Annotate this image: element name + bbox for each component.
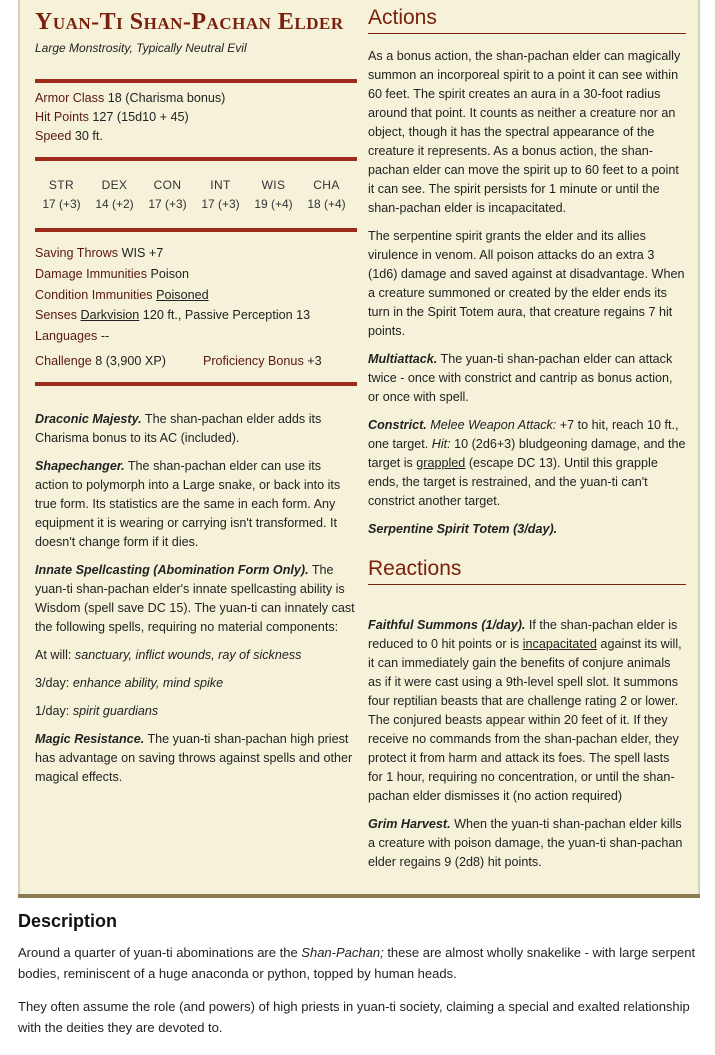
proficiency-label: Proficiency Bonus: [202, 353, 304, 368]
grappled-link[interactable]: grappled: [416, 456, 466, 470]
hit-label: Hit:: [431, 437, 451, 451]
ability-value: 17 (+3): [201, 197, 240, 211]
action-summon-spirit: As a bonus action, the shan-pachan elder can magically summon an incorporeal spirit to a point it can see within 60 feet. The spirit creates an aura in a 30-foot radius around that point. It counts as neither a creature nor an object, though it has the spectral appearance of the creature it represents. As a bonus action, the shan-pachan elder can move the spirit up to 60 feet to a point it can see. The spirit persists for 1 minute or until the shan-pachan elder is incapacitated.: [368, 49, 681, 215]
trait-text: The yuan-ti shan-pachan high priest has advantage on saving throws against spells and other magical effects.: [35, 731, 353, 784]
divider: [35, 382, 357, 386]
senses-label: Senses: [35, 308, 78, 323]
action-spirit-totem: [368, 520, 686, 539]
action-name: Serpentine Spirit Totem (3/day).: [368, 522, 558, 536]
trait-name: Draconic Majesty.: [35, 411, 142, 426]
divider: [35, 79, 357, 83]
ability-value: 14 (+2): [95, 197, 134, 211]
ability-name: CHA: [313, 178, 340, 192]
stat-block-right-column: [368, 0, 686, 881]
divider: [35, 228, 357, 232]
armor-class: [35, 89, 357, 108]
description-text: Around a quarter of yuan-ti abominations are the: [18, 945, 302, 960]
reaction-text: If the shan-pachan elder is reduced to 0 hit points or is: [368, 618, 678, 651]
trait-name: Magic Resistance.: [35, 731, 145, 746]
action-multiattack: [368, 350, 686, 407]
action-text: +7 to hit, reach 10 ft., one target.: [368, 418, 679, 451]
hit-points-label: Hit Points: [35, 110, 89, 124]
languages-label: Languages: [35, 329, 98, 344]
spell-list: spirit guardians: [72, 703, 159, 718]
spells-3-per-day: [35, 674, 357, 693]
hit-points-value: 127 (15d10 + 45): [92, 110, 189, 124]
languages: [35, 326, 357, 347]
spells-at-will: [35, 646, 357, 665]
incapacitated-link[interactable]: incapacitated: [522, 637, 597, 651]
damage-immunities-value: Poison: [150, 266, 190, 281]
spell-freq: 3/day:: [35, 675, 73, 690]
proficiency-value: +3: [307, 353, 322, 368]
ability-value: 19 (+4): [254, 197, 293, 211]
ability-dex: [88, 176, 141, 214]
description-emphasis: Shan-Pachan;: [301, 945, 384, 960]
description-heading: Description: [18, 911, 118, 931]
ability-name: STR: [48, 178, 75, 192]
trait-magic-resistance: [35, 730, 357, 787]
ability-cha: [300, 176, 353, 214]
trait-text: The shan-pachan elder can use its action to polymorph into a Large snake, or back into its true form. Its statistics are the same in each form. Any equipment it is wearing or carrying isn't transformed. It doesn't change form if it dies.: [35, 458, 341, 549]
armor-class-label: Armor Class: [35, 91, 105, 105]
trait-text: The yuan-ti shan-pachan elder's innate spellcasting ability is Wisdom (spell save DC 15). The yuan-ti can innately cast the following spells, requiring no material components:: [35, 562, 355, 634]
languages-value: --: [100, 329, 110, 344]
ability-str: [35, 176, 88, 214]
condition-immunities-label: Condition Immunities: [35, 287, 153, 302]
stat-block: [18, 0, 700, 898]
divider: [35, 157, 357, 161]
reaction-name: Faithful Summons (1/day).: [368, 618, 526, 632]
action-serpentine-spirit: The serpentine spirit grants the elder and its allies virulence in venom. All poison attacks do an extra 3 (1d6) damage and saved against at disadvantage. When a creature summoned or created by the elder ends its turn in the Spirit Totem aura, that creature regains 7 hit points.: [368, 229, 685, 338]
action-text: (escape DC 13). Until this grapple ends, the target is restrained, and the yuan-ti can't constrict another target.: [368, 456, 658, 508]
darkvision-link[interactable]: Darkvision: [80, 308, 140, 323]
action-text: 10 (2d6+3) bludgeoning damage, and the target is: [368, 437, 686, 470]
reaction-grim-harvest: [368, 815, 686, 872]
ability-name: WIS: [261, 178, 286, 192]
creature-type: Large Monstrosity, Typically Neutral Evil: [35, 41, 247, 55]
spell-freq: At will:: [35, 647, 75, 662]
action-name: Multiattack.: [368, 352, 438, 366]
creature-name: Yuan-Ti Shan-Pachan Elder: [35, 9, 344, 35]
ability-con: [141, 176, 194, 214]
challenge-label: Challenge: [35, 353, 92, 368]
action-name: Constrict.: [368, 418, 427, 432]
description-paragraph: [18, 942, 700, 984]
ability-name: CON: [153, 178, 182, 192]
reaction-text: against its will, it can immediately gain the benefits of conjure animals as if it were cast using a 9th-level spell slot. It summons four reptilian beasts that are challenge rating 2 or lower. The conjured beasts appear within 20 feet of it. If they receive no commands from the shan-pachan elder, they protect it from harm and attack its foes. The spell lasts for 1 hour, requiring no concentration, or until the shan-pachan elder dismisses it (no action required): [368, 637, 682, 803]
ability-int: [194, 176, 247, 214]
saving-throws: [35, 243, 357, 264]
speed: [35, 127, 357, 146]
reaction-text: When the yuan-ti shan-pachan elder kills a creature with poison damage, the yuan-ti shan-pachan elder regains 9 (2d8) hit points.: [368, 817, 683, 869]
spell-list: sanctuary, inflict wounds, ray of sickness: [74, 647, 302, 662]
trait-draconic-majesty: [35, 410, 357, 448]
trait-shapechanger: [35, 457, 357, 552]
description-section: [18, 905, 700, 1050]
ability-value: 17 (+3): [42, 197, 81, 211]
damage-immunities-label: Damage Immunities: [35, 266, 147, 281]
challenge-row: [35, 351, 357, 372]
senses: [35, 305, 357, 326]
action-constrict: [368, 416, 686, 511]
trait-text: The shan-pachan elder adds its Charisma bonus to its AC (included).: [35, 411, 322, 445]
trait-innate-spellcasting: [35, 561, 357, 637]
condition-immunities: [35, 285, 357, 306]
description-paragraph: They often assume the role (and powers) of high priests in yuan-ti society, claiming a special and exalted relationship with the deities they are devoted to.: [18, 999, 690, 1035]
traits: [35, 410, 357, 787]
basic-stats: [35, 89, 357, 146]
trait-name: Shapechanger.: [35, 458, 125, 473]
attack-type: Melee Weapon Attack:: [426, 418, 557, 432]
spells-1-per-day: [35, 702, 357, 721]
poisoned-link[interactable]: Poisoned: [156, 287, 209, 302]
speed-label: Speed: [35, 129, 72, 143]
reaction-faithful-summons: [368, 616, 686, 806]
ability-name: DEX: [101, 178, 128, 192]
actions: [368, 47, 686, 539]
saving-throws-value: WIS +7: [121, 246, 164, 260]
hit-points: [35, 108, 357, 127]
speed-value: 30 ft.: [74, 129, 103, 143]
spell-freq: 1/day:: [35, 703, 73, 718]
damage-immunities: [35, 264, 357, 285]
actions-heading: Actions: [368, 4, 686, 34]
ability-value: 18 (+4): [307, 197, 346, 211]
ability-value: 17 (+3): [148, 197, 187, 211]
description-text: these are almost wholly snakelike - with large serpent bodies, reminiscent of a huge anaconda or python, topped by human heads.: [18, 945, 696, 981]
ability-wis: [247, 176, 300, 214]
action-text: The yuan-ti shan-pachan elder can attack twice - once with constrict and cantrip as bonus action, or once with spell.: [368, 352, 673, 404]
stat-block-left-column: [35, 0, 357, 796]
secondary-stats: [35, 243, 357, 372]
saving-throws-label: Saving Throws: [35, 246, 119, 260]
ability-scores: [35, 176, 357, 214]
senses-value: 120 ft., Passive Perception 13: [139, 308, 311, 323]
reaction-name: Grim Harvest.: [368, 817, 451, 831]
challenge-value: 8 (3,900 XP): [95, 353, 166, 368]
reactions: [368, 616, 686, 872]
ability-name: INT: [210, 178, 231, 192]
spell-list: enhance ability, mind spike: [72, 675, 224, 690]
armor-class-value: 18 (Charisma bonus): [107, 91, 226, 105]
trait-name: Innate Spellcasting (Abomination Form Only).: [35, 562, 309, 577]
reactions-heading: Reactions: [368, 555, 686, 585]
